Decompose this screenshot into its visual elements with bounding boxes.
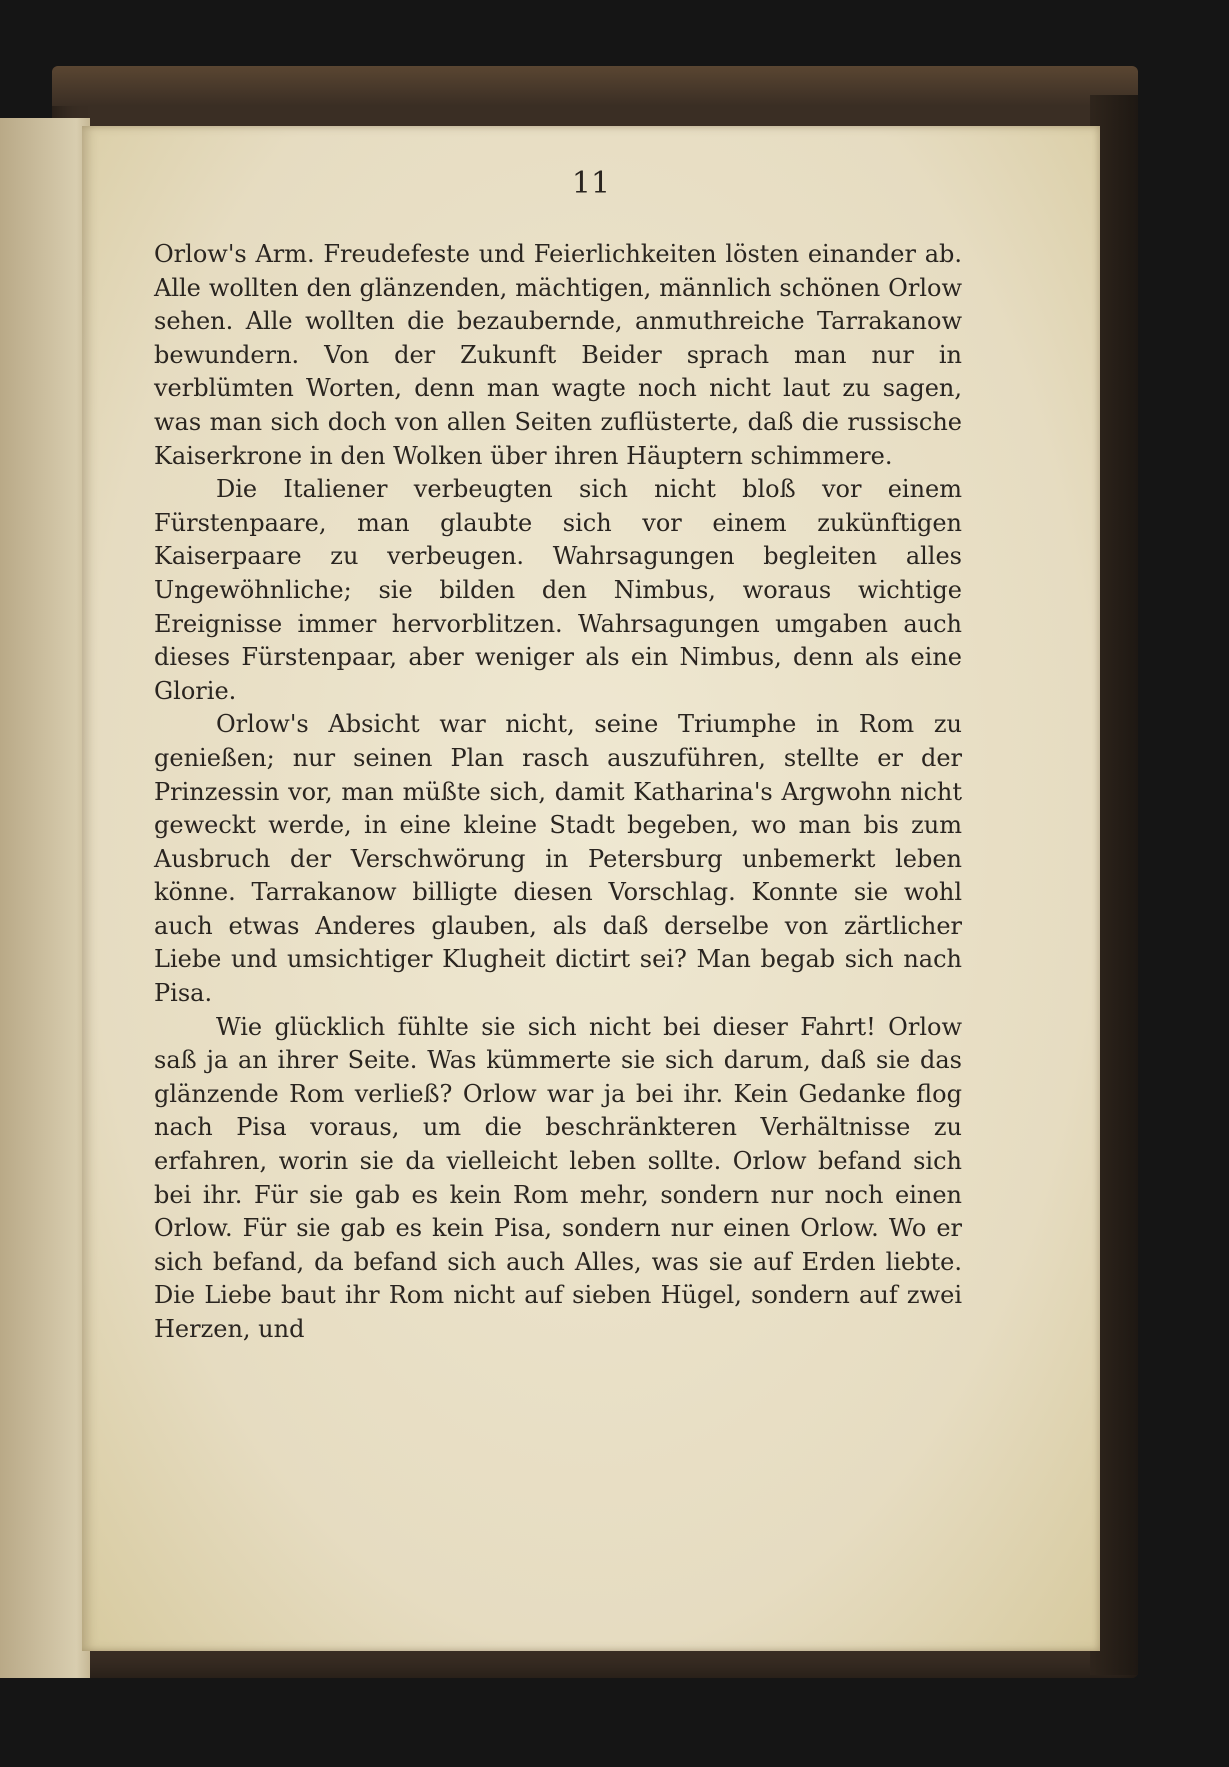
paragraph: Wie glücklich fühlte sie sich nicht bei dieser Fahrt! Orlow saß ja an ihrer Seite. Was kümmerte sie sich darum, daß sie das glänzende Rom verließ? Orlow war ja bei ihr. Kein Gedanke flog nach Pisa voraus, um die beschränkteren Verhältnisse zu erfahren, worin sie da vielleicht leben sollte. Orlow befand sich bei ihr. Für sie gab es kein Rom mehr, sondern nur noch einen Orlow. Für sie gab es kein Pisa, sondern nur einen Orlow. Wo er sich befand, da befand sich auch Alles, was sie auf Erden liebte. Die Liebe baut ihr Rom nicht auf sieben Hügel, sondern auf zwei Herzen, und <box>154 1012 962 1343</box>
book-cover-top-edge <box>52 66 1138 106</box>
page-number: 11 <box>571 166 611 201</box>
paragraph: Orlow's Absicht war nicht, seine Triumphe in Rom zu genießen; nur seinen Plan rasch auszuführen, stellte er der Prinzessin vor, man müßte sich, damit Katharina's Argwohn nicht geweckt werde, in eine kleine Stadt begeben, wo man bis zum Ausbruch der Verschwörung in Petersburg unbemerkt leben könne. Tarrakanow billigte diesen Vorschlag. Konnte sie wohl auch etwas Anderes glauben, als daß derselbe von zärtlicher Liebe und umsichtiger Klugheit dictirt sei? Man begab sich nach Pisa. <box>154 710 962 1008</box>
left-page-edge <box>0 118 90 1678</box>
book-page <box>82 126 1100 1651</box>
paragraph: Die Italiener verbeugten sich nicht bloß vor einem Fürstenpaare, man glaubte sich vor einem zukünftigen Kaiserpaare zu verbeugen. Wahrsagungen begleiten alles Ungewöhnliche; sie bilden den Nimbus, woraus wichtige Ereignisse immer hervorblitzen. Wahrsagungen umgaben auch dieses Fürstenpaar, aber weniger als ein Nimbus, denn als eine Glorie. <box>154 475 962 705</box>
page-text <box>154 238 962 1347</box>
paragraph: Orlow's Arm. Freudefeste und Feierlichkeiten lösten einander ab. Alle wollten den glänzenden, mächtigen, männlich schönen Orlow sehen. Alle wollten die bezaubernde, anmuthreiche Tarrakanow bewundern. Von der Zukunft Beider sprach man nur in verblümten Worten, denn man wagte noch nicht laut zu sagen, was man sich doch von allen Seiten zuflüsterte, daß die russische Kaiserkrone in den Wolken über ihren Häuptern schimmere. <box>154 240 962 470</box>
